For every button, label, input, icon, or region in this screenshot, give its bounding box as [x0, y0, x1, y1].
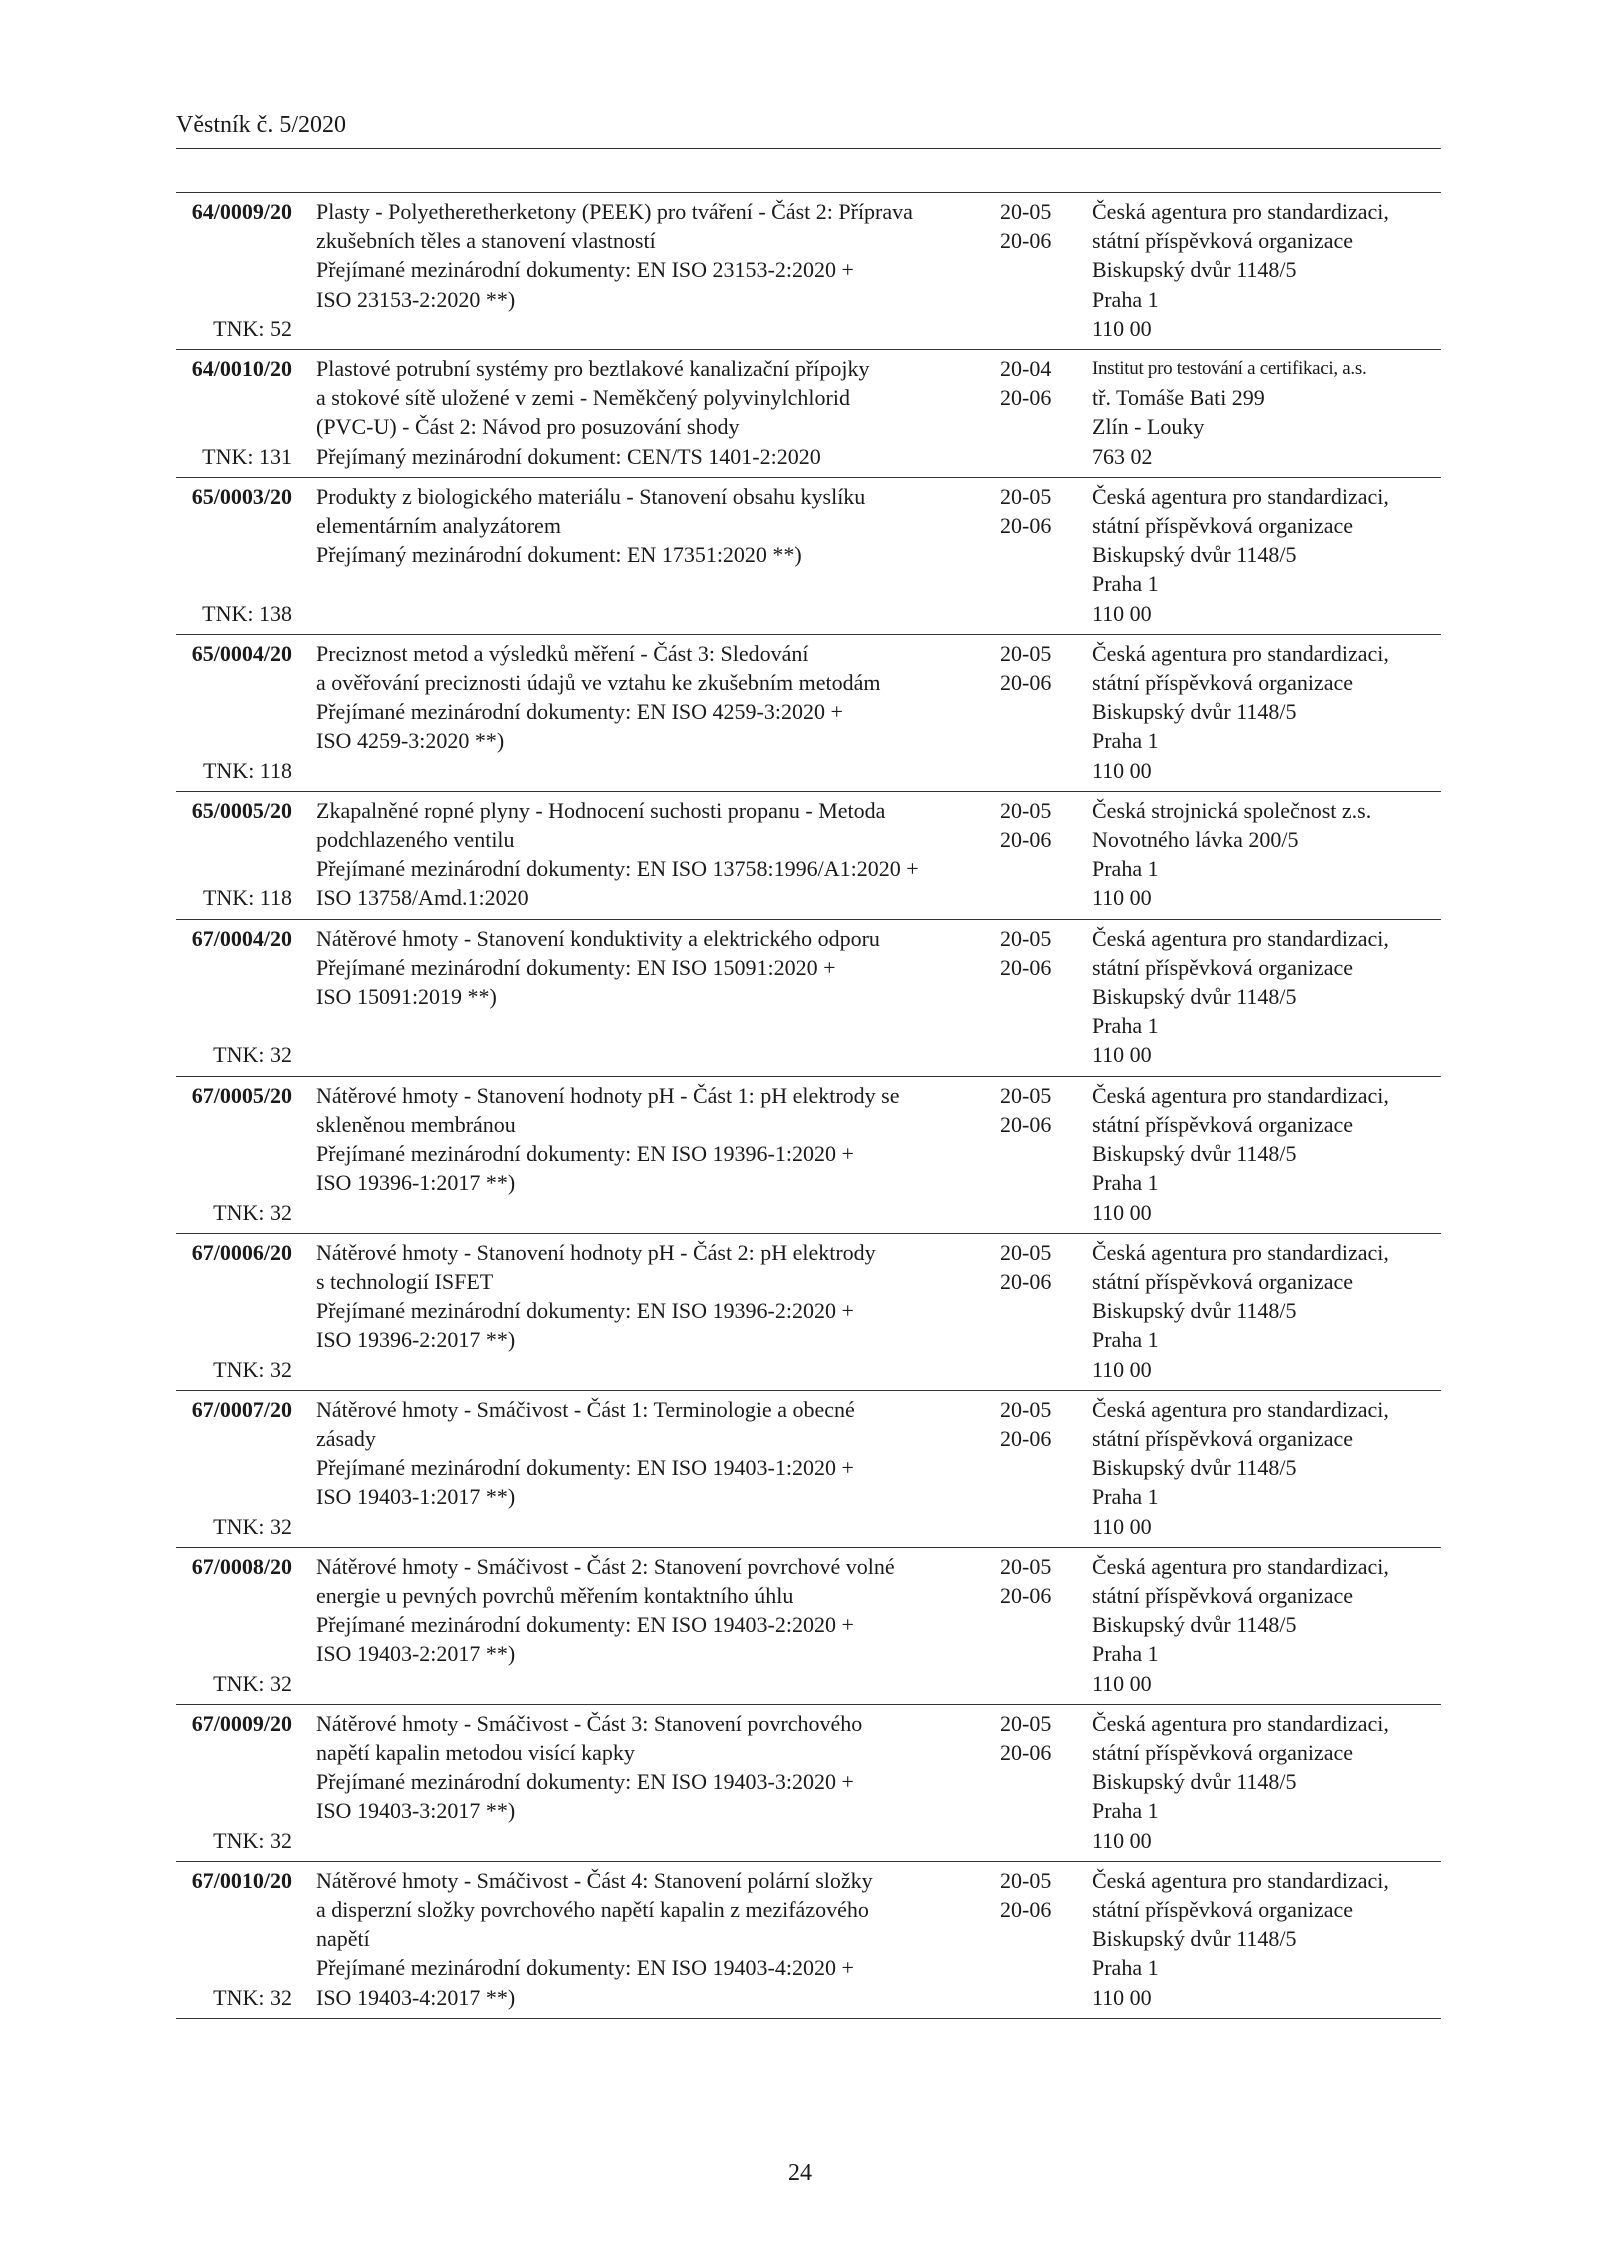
title-cell [316, 482, 1000, 628]
organization-line: 110 00 [1092, 1670, 1152, 1696]
dates-cell [1000, 482, 1092, 628]
date-value: 20-04 [1000, 356, 1052, 382]
page-number: 24 [788, 2160, 812, 2186]
title-line: Přejímané mezinárodní dokumenty: EN ISO 19396-1:2020 + [316, 1141, 854, 1167]
title-line: Produkty z biologického materiálu - Stanovení obsahu kyslíku [316, 483, 866, 509]
date-value: 20-05 [1000, 1082, 1052, 1108]
date-value: 20-05 [1000, 1239, 1052, 1265]
table-row [176, 1234, 1441, 1391]
organization-line: státní příspěvková organizace [1092, 1582, 1354, 1608]
organization-cell [1092, 482, 1441, 628]
page-header [176, 110, 1441, 149]
organization-line: Biskupský dvůr 1148/5 [1092, 1769, 1297, 1795]
standard-code: 67/0010/20 [191, 1867, 292, 1893]
organization-line: 110 00 [1092, 1199, 1152, 1225]
date-value: 20-06 [1000, 1896, 1052, 1922]
standard-code: 67/0006/20 [191, 1239, 292, 1265]
title-line: Nátěrové hmoty - Smáčivost - Část 2: Stanovení povrchové volné [316, 1553, 895, 1579]
organization-line: Biskupský dvůr 1148/5 [1092, 1926, 1297, 1952]
standard-code: 67/0009/20 [191, 1710, 292, 1736]
standard-code: 64/0009/20 [191, 199, 292, 224]
dates-cell [1000, 1709, 1092, 1855]
tnk-number: TNK: 32 [213, 1827, 292, 1853]
tnk-number: TNK: 118 [202, 885, 292, 911]
table-row [176, 1548, 1441, 1705]
title-line: a ověřování preciznosti údajů ve vztahu ke zkušebním metodám [316, 670, 881, 696]
title-line: Plastové potrubní systémy pro beztlakové kanalizační přípojky [316, 356, 870, 382]
standard-code: 65/0003/20 [191, 483, 292, 509]
title-cell [316, 1866, 1000, 2012]
title-line: Přejímané mezinárodní dokumenty: EN ISO 13758:1996/A1:2020 + [316, 856, 919, 882]
table-row [176, 193, 1441, 350]
dates-cell [1000, 1081, 1092, 1227]
title-line: Přejímané mezinárodní dokumenty: EN ISO 15091:2020 + [316, 954, 836, 980]
standard-code: 67/0007/20 [191, 1396, 292, 1422]
organization-cell [1092, 1552, 1441, 1698]
organization-line: Česká agentura pro standardizaci, [1092, 925, 1389, 951]
organization-line: Praha 1 [1092, 1955, 1159, 1981]
organization-line: Česká agentura pro standardizaci, [1092, 1867, 1389, 1893]
organization-line: 110 00 [1092, 757, 1152, 783]
title-line: a stokové sítě uložené v zemi - Neměkčený polyvinylchlorid [316, 385, 850, 411]
standard-code: 67/0004/20 [191, 925, 292, 951]
table-row [176, 350, 1441, 478]
date-value: 20-05 [1000, 1553, 1052, 1579]
tnk-number: TNK: 32 [213, 1513, 292, 1539]
organization-line: 110 00 [1092, 315, 1152, 341]
title-cell [316, 197, 1000, 343]
organization-line: Česká strojnická společnost z.s. [1092, 797, 1372, 823]
date-value: 20-06 [1000, 1582, 1052, 1608]
organization-line: Biskupský dvůr 1148/5 [1092, 984, 1297, 1010]
date-value: 20-05 [1000, 1867, 1052, 1893]
date-value: 20-06 [1000, 1425, 1052, 1451]
title-line: Přejímané mezinárodní dokumenty: EN ISO 19403-1:2020 + [316, 1455, 854, 1481]
title-line: skleněnou membránou [316, 1111, 516, 1137]
organization-line: Česká agentura pro standardizaci, [1092, 1710, 1389, 1736]
title-line: Přejímané mezinárodní dokumenty: EN ISO 19403-4:2020 + [316, 1955, 854, 1981]
code-cell [176, 639, 316, 785]
title-line: zásady [316, 1425, 376, 1451]
organization-line: Praha 1 [1092, 286, 1159, 312]
title-line: Přejímané mezinárodní dokumenty: EN ISO 23153-2:2020 + [316, 257, 854, 283]
organization-cell [1092, 639, 1441, 785]
table-row [176, 478, 1441, 635]
date-value: 20-06 [1000, 1111, 1052, 1137]
title-line: Nátěrové hmoty - Smáčivost - Část 1: Terminologie a obecné [316, 1396, 855, 1422]
tnk-number: TNK: 138 [202, 600, 292, 626]
title-line: Přejímané mezinárodní dokumenty: EN ISO 19396-2:2020 + [316, 1298, 854, 1324]
organization-line: Biskupský dvůr 1148/5 [1092, 257, 1297, 283]
date-value: 20-05 [1000, 797, 1052, 823]
organization-line: státní příspěvková organizace [1092, 1896, 1354, 1922]
organization-line: Praha 1 [1092, 728, 1159, 754]
date-value: 20-05 [1000, 199, 1052, 224]
title-line: Plasty - Polyetheretherketony (PEEK) pro tváření - Část 2: Příprava [316, 199, 913, 224]
organization-line: Česká agentura pro standardizaci, [1092, 199, 1389, 224]
organization-line: 110 00 [1092, 1356, 1152, 1382]
title-line: Přejímaný mezinárodní dokument: EN 17351:2020 **) [316, 542, 802, 568]
organization-line: Česká agentura pro standardizaci, [1092, 483, 1389, 509]
organization-line: státní příspěvková organizace [1092, 513, 1354, 539]
title-line: Zkapalněné ropné plyny - Hodnocení suchosti propanu - Metoda [316, 797, 886, 823]
organization-line: Biskupský dvůr 1148/5 [1092, 699, 1297, 725]
title-line: napětí [316, 1926, 370, 1952]
dates-cell [1000, 1238, 1092, 1384]
title-line: Nátěrové hmoty - Stanovení hodnoty pH - Část 2: pH elektrody [316, 1239, 876, 1265]
standards-table [176, 192, 1441, 2019]
date-value: 20-05 [1000, 483, 1052, 509]
organization-line: Praha 1 [1092, 856, 1159, 882]
organization-line: 110 00 [1092, 885, 1152, 911]
date-value: 20-06 [1000, 827, 1052, 853]
organization-line: 110 00 [1092, 1513, 1152, 1539]
date-value: 20-05 [1000, 925, 1052, 951]
organization-line: Česká agentura pro standardizaci, [1092, 1396, 1389, 1422]
title-line: elementárním analyzátorem [316, 513, 561, 539]
title-line: Nátěrové hmoty - Stanovení konduktivity a elektrického odporu [316, 925, 880, 951]
organization-line: 763 02 [1092, 443, 1153, 469]
code-cell [176, 1866, 316, 2012]
dates-cell [1000, 197, 1092, 343]
organization-line: 110 00 [1092, 600, 1152, 626]
date-value: 20-06 [1000, 513, 1052, 539]
title-line: a disperzní složky povrchového napětí kapalin z mezifázového [316, 1896, 869, 1922]
standard-code: 65/0005/20 [191, 797, 292, 823]
table-row [176, 1077, 1441, 1234]
date-value: 20-06 [1000, 228, 1052, 254]
title-line: ISO 19403-2:2017 **) [316, 1641, 516, 1667]
organization-cell [1092, 924, 1441, 1070]
code-cell [176, 354, 316, 471]
title-cell [316, 1081, 1000, 1227]
organization-line: státní příspěvková organizace [1092, 1268, 1354, 1294]
standard-code: 67/0005/20 [191, 1082, 292, 1108]
dates-cell [1000, 796, 1092, 913]
title-line: Přejímané mezinárodní dokumenty: EN ISO 19403-3:2020 + [316, 1769, 854, 1795]
organization-cell [1092, 796, 1441, 913]
date-value: 20-06 [1000, 670, 1052, 696]
organization-line: Biskupský dvůr 1148/5 [1092, 1298, 1297, 1324]
dates-cell [1000, 924, 1092, 1070]
organization-line: Praha 1 [1092, 571, 1159, 597]
tnk-number: TNK: 32 [213, 1670, 292, 1696]
code-cell [176, 1552, 316, 1698]
organization-cell [1092, 1395, 1441, 1541]
title-line: Nátěrové hmoty - Stanovení hodnoty pH - Část 1: pH elektrody se [316, 1082, 900, 1108]
table-row [176, 635, 1441, 792]
organization-line: státní příspěvková organizace [1092, 1739, 1354, 1765]
organization-line: Česká agentura pro standardizaci, [1092, 1082, 1389, 1108]
title-line: energie u pevných povrchů měřením kontaktního úhlu [316, 1582, 794, 1608]
code-cell [176, 924, 316, 1070]
organization-line: tř. Tomáše Bati 299 [1092, 385, 1265, 411]
title-cell [316, 639, 1000, 785]
tnk-number: TNK: 52 [213, 315, 292, 341]
tnk-number: TNK: 32 [213, 1984, 292, 2010]
table-row [176, 920, 1441, 1077]
code-cell [176, 1709, 316, 1855]
organization-line: Praha 1 [1092, 1798, 1159, 1824]
organization-line: Praha 1 [1092, 1013, 1159, 1039]
title-line: ISO 13758/Amd.1:2020 [316, 885, 529, 911]
title-line: Preciznost metod a výsledků měření - Část 3: Sledování [316, 640, 809, 666]
date-value: 20-05 [1000, 640, 1052, 666]
title-cell [316, 1238, 1000, 1384]
organization-line: Česká agentura pro standardizaci, [1092, 640, 1389, 666]
title-line: zkušebních těles a stanovení vlastností [316, 228, 656, 254]
title-line: ISO 19403-3:2017 **) [316, 1798, 516, 1824]
date-value: 20-06 [1000, 1268, 1052, 1294]
title-line: ISO 19396-1:2017 **) [316, 1170, 516, 1196]
code-cell [176, 197, 316, 343]
organization-line: Institut pro testování a certifikaci, a.s. [1092, 358, 1367, 380]
dates-cell [1000, 639, 1092, 785]
title-cell [316, 354, 1000, 471]
organization-line: státní příspěvková organizace [1092, 954, 1354, 980]
title-line: ISO 19396-2:2017 **) [316, 1327, 516, 1353]
organization-cell [1092, 1866, 1441, 2012]
organization-line: Zlín - Louky [1092, 414, 1205, 440]
organization-line: Biskupský dvůr 1148/5 [1092, 542, 1297, 568]
organization-line: Praha 1 [1092, 1170, 1159, 1196]
title-line: Přejímané mezinárodní dokumenty: EN ISO 4259-3:2020 + [316, 699, 843, 725]
code-cell [176, 1395, 316, 1541]
table-row [176, 1391, 1441, 1548]
table-row [176, 1862, 1441, 2019]
date-value: 20-06 [1000, 954, 1052, 980]
title-line: podchlazeného ventilu [316, 827, 515, 853]
title-line: ISO 15091:2019 **) [316, 984, 497, 1010]
title-line: ISO 23153-2:2020 **) [316, 286, 516, 312]
dates-cell [1000, 1395, 1092, 1541]
organization-cell [1092, 1238, 1441, 1384]
organization-line: 110 00 [1092, 1042, 1152, 1068]
title-cell [316, 1552, 1000, 1698]
bulletin-title: Věstník č. 5/2020 [176, 112, 346, 138]
title-line: ISO 19403-4:2017 **) [316, 1984, 516, 2010]
organization-line: státní příspěvková organizace [1092, 228, 1354, 254]
organization-line: 110 00 [1092, 1984, 1152, 2010]
title-line: Přejímané mezinárodní dokumenty: EN ISO 19403-2:2020 + [316, 1612, 854, 1638]
tnk-number: TNK: 32 [213, 1356, 292, 1382]
title-line: Nátěrové hmoty - Smáčivost - Část 3: Stanovení povrchového [316, 1710, 863, 1736]
table-row [176, 792, 1441, 920]
title-line: (PVC-U) - Část 2: Návod pro posuzování shody [316, 414, 740, 440]
date-value: 20-06 [1000, 1739, 1052, 1765]
dates-cell [1000, 1866, 1092, 2012]
tnk-number: TNK: 32 [213, 1199, 292, 1225]
organization-line: Česká agentura pro standardizaci, [1092, 1553, 1389, 1579]
title-line: ISO 19403-1:2017 **) [316, 1484, 516, 1510]
tnk-number: TNK: 131 [202, 443, 292, 469]
title-cell [316, 1709, 1000, 1855]
tnk-number: TNK: 32 [213, 1042, 292, 1068]
code-cell [176, 796, 316, 913]
dates-cell [1000, 354, 1092, 471]
title-line: Nátěrové hmoty - Smáčivost - Část 4: Stanovení polární složky [316, 1867, 873, 1893]
code-cell [176, 482, 316, 628]
organization-cell [1092, 197, 1441, 343]
date-value: 20-06 [1000, 385, 1052, 411]
organization-line: státní příspěvková organizace [1092, 670, 1354, 696]
title-line: ISO 4259-3:2020 **) [316, 728, 505, 754]
organization-line: Biskupský dvůr 1148/5 [1092, 1141, 1297, 1167]
standard-code: 64/0010/20 [191, 356, 292, 382]
organization-line: státní příspěvková organizace [1092, 1425, 1354, 1451]
organization-line: Biskupský dvůr 1148/5 [1092, 1455, 1297, 1481]
organization-line: Praha 1 [1092, 1484, 1159, 1510]
table-row [176, 1705, 1441, 1862]
organization-line: Biskupský dvůr 1148/5 [1092, 1612, 1297, 1638]
organization-cell [1092, 1709, 1441, 1855]
title-cell [316, 924, 1000, 1070]
organization-line: 110 00 [1092, 1827, 1152, 1853]
title-line: s technologií ISFET [316, 1268, 494, 1294]
organization-line: Česká agentura pro standardizaci, [1092, 1239, 1389, 1265]
date-value: 20-05 [1000, 1396, 1052, 1422]
organization-line: Praha 1 [1092, 1641, 1159, 1667]
title-line: Přejímaný mezinárodní dokument: CEN/TS 1401-2:2020 [316, 443, 821, 469]
code-cell [176, 1081, 316, 1227]
code-cell [176, 1238, 316, 1384]
organization-line: státní příspěvková organizace [1092, 1111, 1354, 1137]
title-cell [316, 1395, 1000, 1541]
date-value: 20-05 [1000, 1710, 1052, 1736]
organization-cell [1092, 354, 1441, 471]
title-line: napětí kapalin metodou visící kapky [316, 1739, 635, 1765]
standard-code: 65/0004/20 [191, 640, 292, 666]
organization-line: Novotného lávka 200/5 [1092, 827, 1299, 853]
title-cell [316, 796, 1000, 913]
organization-line: Praha 1 [1092, 1327, 1159, 1353]
organization-cell [1092, 1081, 1441, 1227]
tnk-number: TNK: 118 [202, 757, 292, 783]
standard-code: 67/0008/20 [191, 1553, 292, 1579]
dates-cell [1000, 1552, 1092, 1698]
